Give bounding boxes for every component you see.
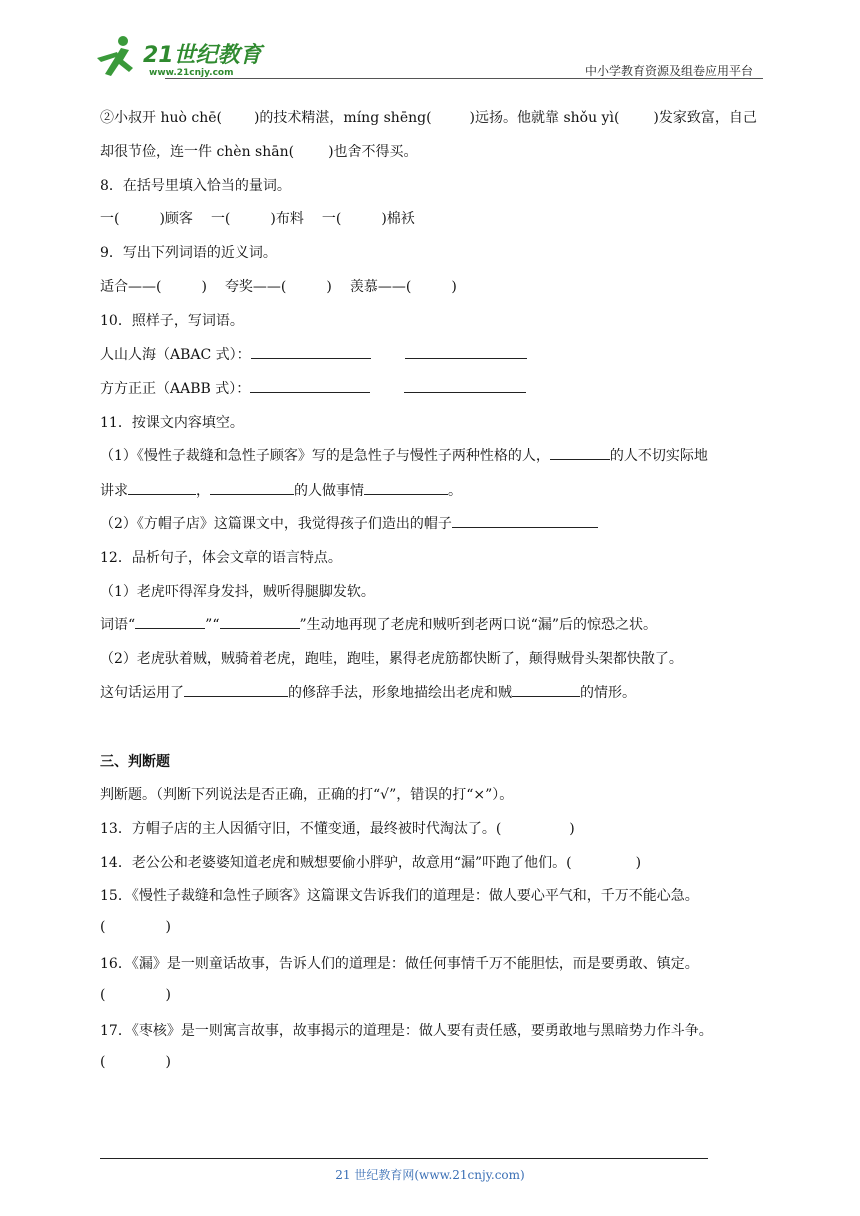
q17: 17．《枣核》是一则寓言故事，故事揭示的道理是：做人要有责任感，要勇敢地与黑暗势力作斗争。	[100, 1023, 713, 1039]
q12-words: 词语“ ”“ ”生动地再现了老虎和贼听到老两口说“漏”后的惊恐之状。	[100, 614, 657, 634]
q9-items: 适合——( ) 夸奖——( ) 羡慕——( )	[100, 279, 457, 295]
q15: 15．《慢性子裁缝和急性子顾客》这篇课文告诉我们的道理是：做人要心平气和，千万不能心急。	[100, 888, 699, 904]
q8-items: 一( )顾客 一( )布料 一( )棉袄	[100, 211, 415, 227]
q12-rhetoric: 这句话运用了 的修辞手法，形象地描绘出老虎和贼 的情形。	[100, 682, 636, 702]
q14: 14．老公公和老婆婆知道老虎和贼想要偷小胖驴，故意用“漏”吓跑了他们。( )	[100, 855, 642, 871]
section-3-heading: 三、判断题	[100, 754, 170, 770]
q11-part1-line2: 讲求 ， 的人做事情 。	[100, 480, 462, 500]
judge-instruction: 判断题。（判断下列说法是否正确，正确的打“√”，错误的打“×”）。	[100, 787, 514, 803]
q15-answer: ( )	[100, 919, 171, 935]
q12-title: 12．品析句子，体会文章的语言特点。	[100, 550, 342, 566]
site-logo	[95, 34, 275, 80]
q16: 16．《漏》是一则童话故事，告诉人们的道理是：做任何事情千万不能胆怯，而是要勇敢、镇定。	[100, 956, 699, 972]
q7-line-3: 却很节俭，连一件 chèn shān( )也舍不得买。	[100, 144, 418, 160]
q11-part2: （2）《方帽子店》这篇课文中，我觉得孩子们造出的帽子	[100, 513, 598, 533]
q11-title: 11．按课文内容填空。	[100, 415, 244, 431]
q10-aabb: 方方正正（AABB 式）：	[100, 378, 526, 398]
q8-title: 8．在括号里填入恰当的量词。	[100, 178, 291, 194]
header-rule	[165, 78, 763, 79]
q12-sentence2: （2）老虎驮着贼，贼骑着老虎，跑哇，跑哇，累得老虎筋都快断了，颠得贼骨头架都快散了。	[100, 651, 683, 667]
q17-answer: ( )	[100, 1054, 171, 1070]
q10-abac: 人山人海（ABAC 式）：	[100, 344, 527, 364]
q11-part1-line1: （1）《慢性子裁缝和急性子顾客》写的是急性子与慢性子两种性格的人， 的人不切实际地	[100, 445, 708, 465]
logo-url: www.21cnjy.com	[149, 68, 234, 78]
q9-title: 9．写出下列词语的近义词。	[100, 245, 277, 261]
page-header	[95, 34, 763, 80]
footer-text: 21 世纪教育网(www.21cnjy.com)	[335, 1168, 525, 1182]
logo-text: 21世纪教育	[143, 43, 262, 68]
q7-line-2: ②小叔开 huò chē( )的技术精湛，míng shēng( )远扬。他就靠 shǒu yì( )发家致富，自己	[100, 110, 757, 126]
q13: 13．方帽子店的主人因循守旧，不懂变通，最终被时代淘汰了。( )	[100, 821, 575, 837]
q16-answer: ( )	[100, 987, 171, 1003]
q10-title: 10．照样子，写词语。	[100, 313, 244, 329]
q12-sentence1: （1）老虎吓得浑身发抖，贼听得腿脚发软。	[100, 584, 375, 600]
platform-name: 中小学教育资源及组卷应用平台	[584, 64, 753, 78]
footer-rule	[100, 1158, 708, 1159]
